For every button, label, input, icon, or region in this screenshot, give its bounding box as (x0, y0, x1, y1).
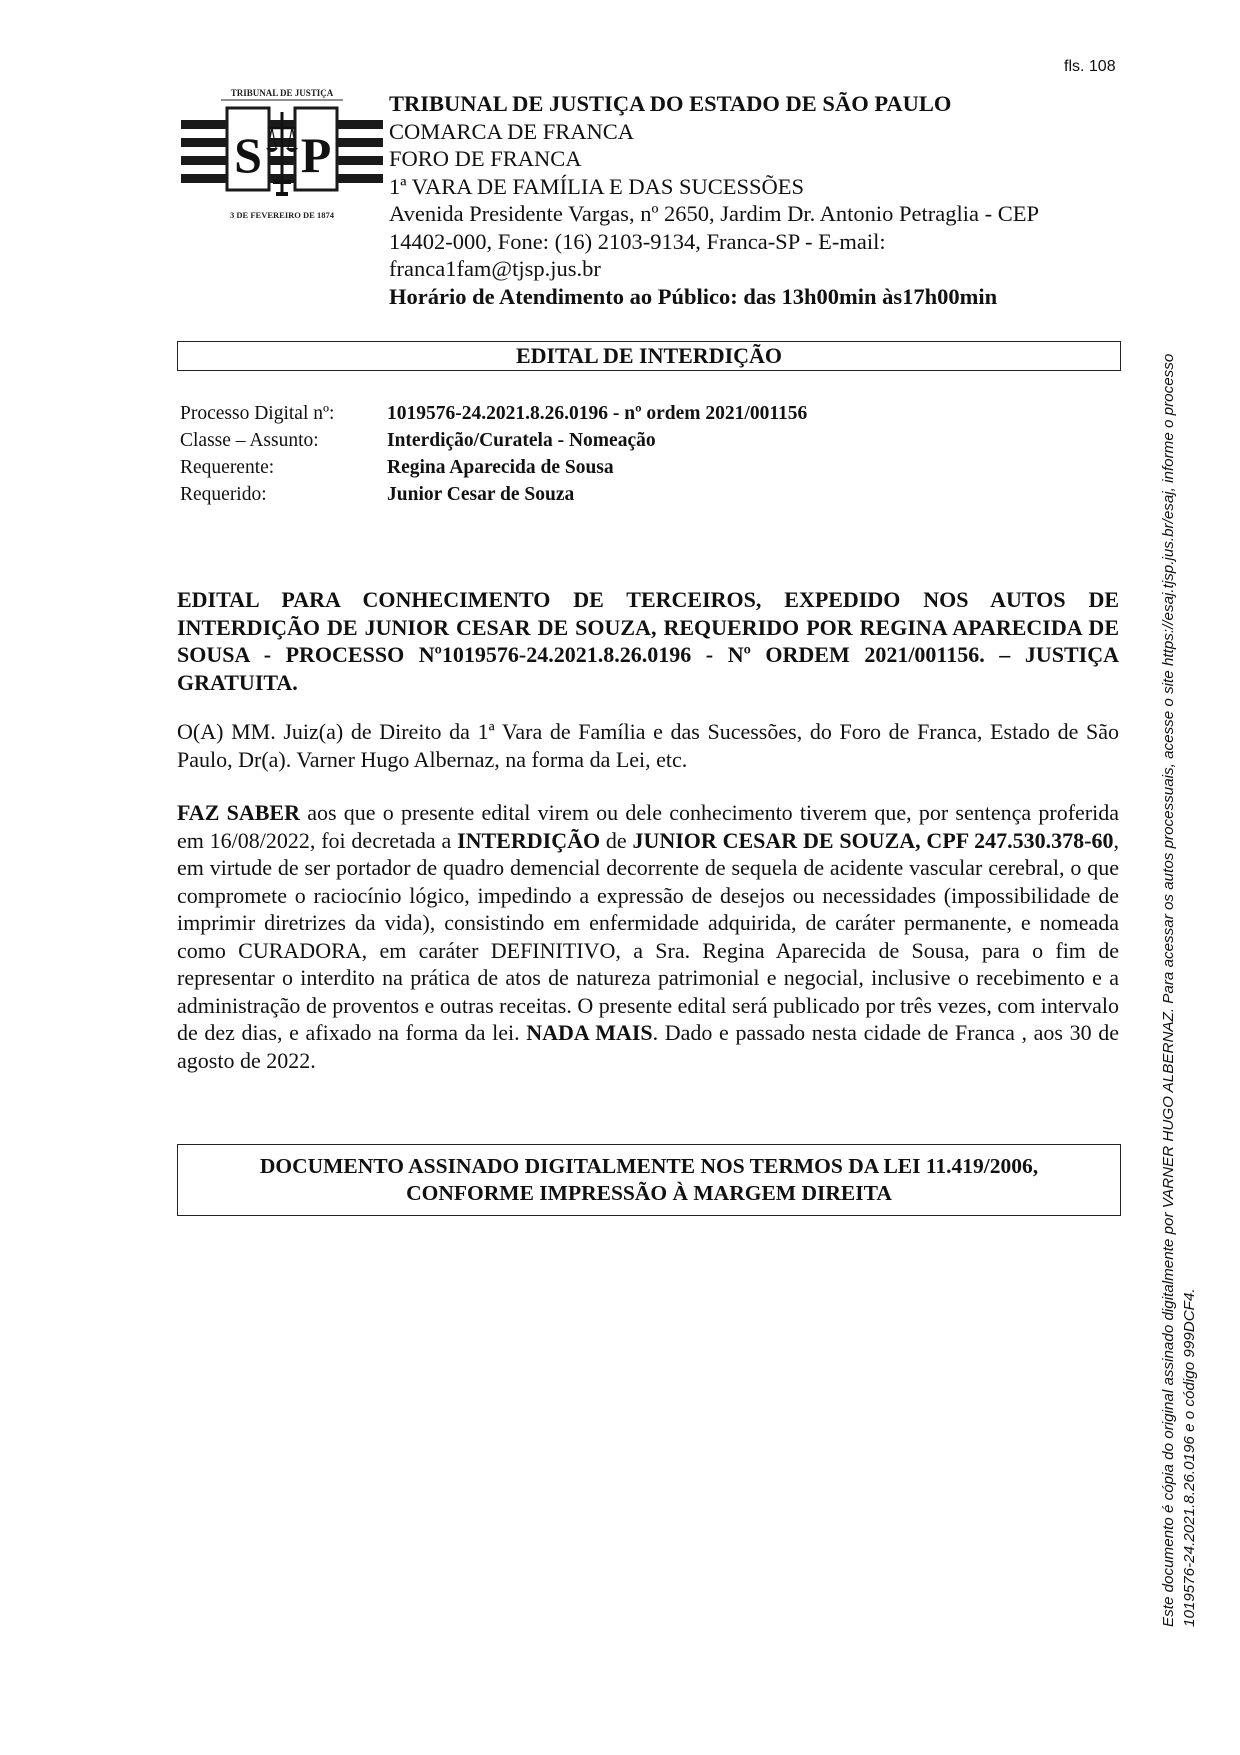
class-subject-label: Classe – Assunto: (180, 430, 319, 451)
seal-letter-s: S (234, 127, 262, 183)
respondent-label: Requerido: (180, 484, 267, 505)
nada-mais-text: NADA MAIS (526, 1020, 653, 1045)
court-seal-logo (181, 76, 383, 226)
address-line-2: 14402-000, Fone: (16) 2103-9134, Franca-SP - E-mail: (389, 228, 886, 254)
seal-letter-p: P (300, 127, 332, 183)
faz-saber-text: FAZ SABER (177, 800, 300, 825)
edict-body-paragraph (177, 799, 1119, 1074)
court-email: franca1fam@tjsp.jus.br (389, 256, 601, 281)
interdicao-text: INTERDIÇÃO (457, 827, 601, 853)
seal-bottom-text: 3 DE FEVEREIRO DE 1874 (230, 210, 334, 220)
court-name: TRIBUNAL DE JUSTIÇA DO ESTADO DE SÃO PAULO (389, 91, 952, 116)
signature-notice-line-1: DOCUMENTO ASSINADO DIGITALMENTE NOS TERMOS DA LEI 11.419/2006, (259, 1154, 1039, 1178)
body-text-part-1: aos que o presente edital virem ou dele conhecimento tiverem que, por sentença proferida em 16/08/2022, foi decretada a (177, 800, 1119, 853)
case-details (180, 400, 1080, 508)
body-text-part-3: , em virtude de ser portador de quadro demencial decorrente de sequela de acidente vascular cerebral, o que compromete o raciocínio lógico, impedindo a expressão de desejos ou necessidades (impossibilidade de imprimir diretrizes da vida), consistindo em enfermidade adquirida, de caráter permanente, e nomeada como CURADORA, em caráter DEFINITIVO, a Sra. Regina Aparecida de Sousa, para o fim de representar o interdito na prática de atos de natureza patrimonial e negocial, inclusive o recebimento e a administração de proventos e outras receitas. O presente edital será publicado por três vezes, com intervalo de dez dias, e afixado na forma da lei. (177, 827, 1120, 1045)
foro: FORO DE FRANCA (389, 146, 582, 171)
seal-top-text: TRIBUNAL DE JUSTIÇA (230, 88, 334, 98)
respondent-value: Junior Cesar de Souza (387, 484, 575, 505)
document-title: EDITAL DE INTERDIÇÃO (177, 341, 1121, 371)
class-subject-value: Interdição/Curatela - Nomeação (387, 430, 656, 451)
vara: 1ª VARA DE FAMÍLIA E DAS SUCESSÕES (389, 173, 805, 199)
address-line-1: Avenida Presidente Vargas, nº 2650, Jardim Dr. Antonio Petraglia - CEP (389, 201, 1040, 226)
body-text-part-4: . Dado e passado nesta cidade de Franca , aos 30 de agosto de 2022. (177, 1020, 1119, 1073)
case-detail-row (180, 427, 1080, 454)
judge-intro-paragraph: O(A) MM. Juiz(a) de Direito da 1ª Vara de Família e das Sucessões, do Foro de Franca, Estado de São Paulo, Dr(a). Varner Hugo Albernaz, na forma da Lei, etc. (177, 719, 1119, 772)
process-number-label: Processo Digital nº: (180, 403, 335, 424)
page-number: fls. 108 (1064, 58, 1116, 75)
side-note-line-2: 1019576-24.2021.8.26.0196 e o código 999DCF4. (1181, 1288, 1198, 1627)
case-detail-row (180, 400, 1080, 427)
requester-label: Requerente: (180, 457, 275, 478)
digital-signature-notice (177, 1144, 1121, 1216)
process-number-value: 1019576-24.2021.8.26.0196 - nº ordem 2021/001156 (387, 403, 808, 424)
signature-notice-line-2: CONFORME IMPRESSÃO À MARGEM DIREITA (406, 1181, 892, 1205)
case-detail-row (180, 454, 1080, 481)
court-header (389, 90, 1089, 310)
case-detail-row (180, 481, 1080, 508)
body-text-part-2: de (600, 827, 633, 853)
requester-value: Regina Aparecida de Sousa (387, 457, 614, 478)
interdicted-name-cpf: JUNIOR CESAR DE SOUZA, CPF 247.530.378-60 (632, 827, 1114, 853)
side-authenticity-note (1158, 237, 1200, 1627)
comarca: COMARCA DE FRANCA (389, 118, 635, 144)
seal-icon (181, 76, 383, 226)
edict-heading: EDITAL PARA CONHECIMENTO DE TERCEIROS, EXPEDIDO NOS AUTOS DE INTERDIÇÃO DE JUNIOR CESAR DE SOUZA, REQUERIDO POR REGINA APARECIDA DE SOUSA - PROCESSO Nº1019576-24.2021.8.26.0196 - Nº ORDEM 2021/001156. – JUSTIÇA GRATUITA. (177, 587, 1119, 695)
side-note-line-1: Este documento é cópia do original assinado digitalmente por VARNER HUGO ALBERNAZ. Para acessar os autos processuais, acesse o site https://esaj.tjsp.jus.br/esaj, informe o processo (1160, 353, 1177, 1627)
service-hours: Horário de Atendimento ao Público: das 13h00min às17h00min (389, 283, 998, 309)
